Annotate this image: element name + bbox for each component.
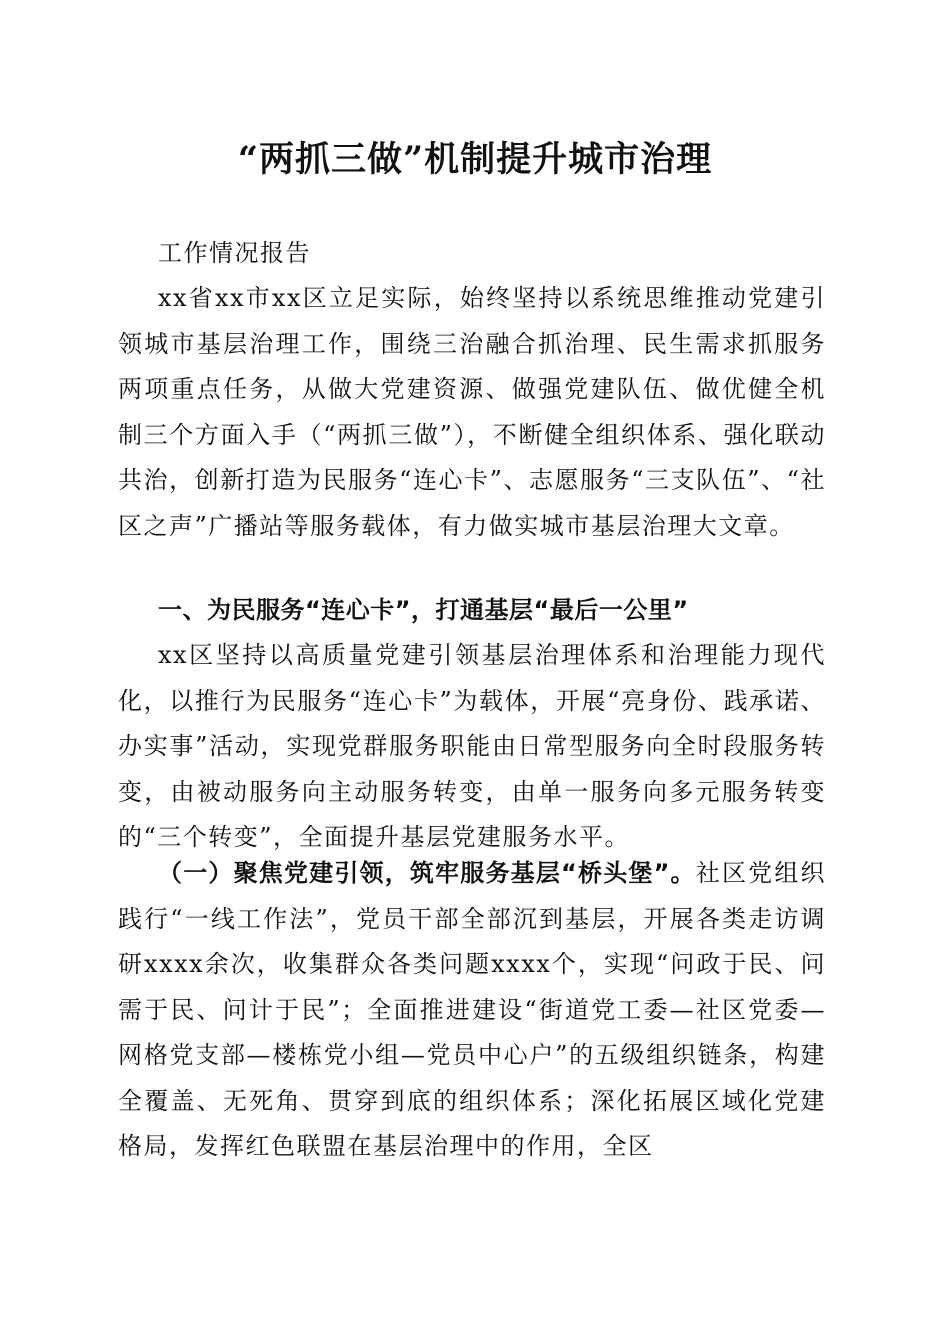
paragraph-section-1: xx区坚持以高质量党建引领基层治理体系和治理能力现代化，以推行为民服务“连心卡”为载体，开展“亮身份、践承诺、办实事”活动，实现党群服务职能由日常型服务向全时段服务转变，由被动服务向主动服务转变，由单一服务向多元服务转变的“三个转变”，全面提升基层党建服务水平。: [118, 641, 826, 851]
document-title: “两抓三做”机制提升城市治理: [237, 139, 713, 180]
subsection-body: 社区党组织践行“一线工作法”，党员干部全部沉到基层，开展各类走访调研xxxx余次，收集群众各类问题xxxx个，实现“问政于民、问需于民、问计于民”；全面推进建设“街道党工委—社区党委—网格党支部—楼栋党小组—党员中心户”的五级组织链条，构建全覆盖、无死角、贯穿到底的组织体系；深化拓展区域化党建格局，发挥红色联盟在基层治理中的作用，全区: [118, 859, 827, 1160]
paragraph-subsection-1: [118, 851, 826, 1170]
paragraph-intro: xx省xx市xx区立足实际，始终坚持以系统思维推动党建引领城市基层治理工作，围绕三治融合抓治理、民生需求抓服务两项重点任务，从做大党建资源、做强党建队伍、做优健全机制三个方面入手（“两抓三做”），不断健全组织体系、强化联动共治，创新打造为民服务“连心卡”、志愿服务“三支队伍”、“社区之声”广播站等服务载体，有力做实城市基层治理大文章。: [118, 284, 826, 540]
document-subtitle: 工作情况报告: [158, 239, 311, 267]
section-heading-1: 一、为民服务“连心卡”，打通基层“最后一公里”: [158, 596, 689, 624]
subsection-lead: （一）聚焦党建引领，筑牢服务基层“桥头堡”。: [158, 859, 696, 887]
